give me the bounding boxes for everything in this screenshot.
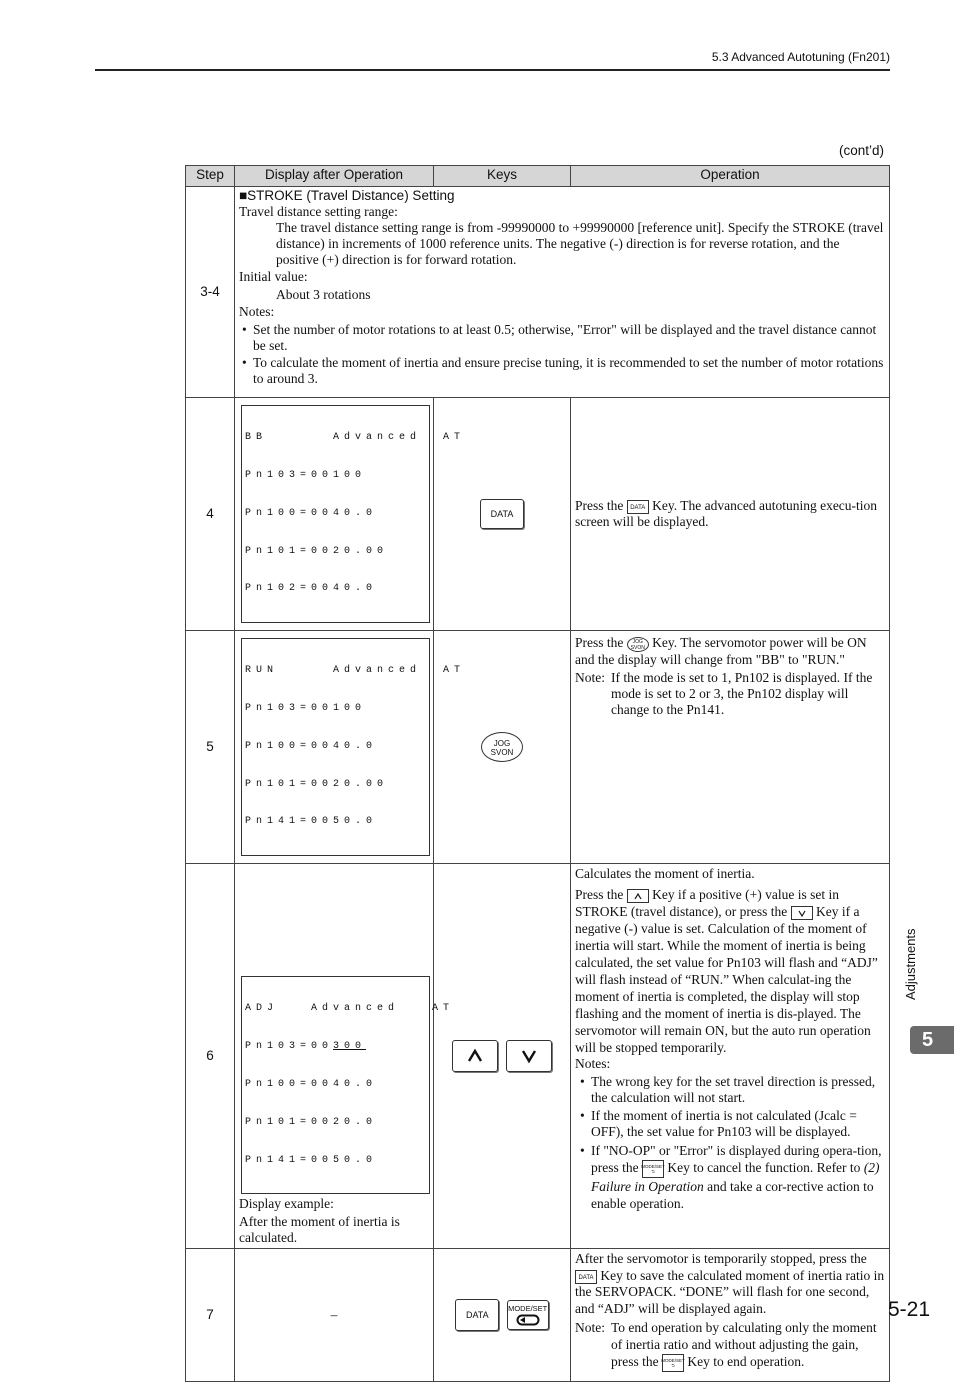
operator-lcd-display: [241, 405, 466, 623]
jog-svon-key-icon: JOG SVON: [627, 637, 649, 652]
lcd-line: Pn101=0020.00: [245, 778, 389, 790]
lcd-line: Pn103=00300: [245, 1041, 367, 1053]
note-label: Note:: [575, 1320, 605, 1336]
running-header: 5.3 Advanced Autotuning (Fn201): [711, 50, 890, 64]
continued-label: (cont’d): [838, 143, 884, 158]
header-step: Step: [186, 166, 235, 187]
op-paragraph: After the servomotor is temporarily stopped, press the DATA Key to save the calculated moment of inertia ratio in the SERVOPACK. “DONE” will flash for one second, and “ADJ” will be displayed again.: [575, 1251, 885, 1316]
table-row: [186, 1249, 890, 1382]
chapter-tab: 5: [910, 1026, 954, 1054]
display-dash: –: [330, 1307, 338, 1323]
lcd-line: RUN Advanced AT: [245, 665, 466, 677]
header-operation: Operation: [571, 166, 890, 187]
note-item: • Set the number of motor rotations to at least 0.5; otherwise, "Error" will be displayed and the travel distance cannot be set.: [239, 322, 885, 354]
mode-set-key: MODE/SET: [507, 1300, 549, 1330]
op-text: Press the: [575, 498, 624, 514]
down-key: [506, 1040, 552, 1072]
step-cell: 6: [186, 864, 235, 1249]
mode-set-key-icon: MODE/SET ⮌: [662, 1354, 684, 1372]
stroke-title: ■STROKE (Travel Distance) Setting: [239, 188, 455, 203]
lcd-line: Pn141=0050.0: [245, 816, 378, 828]
header-rule: [95, 69, 890, 71]
chapter-side-label: Adjustments: [903, 928, 918, 1000]
note-text: If the mode is set to 1, Pn102 is displayed. If the mode is set to 2 or 3, the Pn102 display will change to the Pn141.: [611, 669, 873, 717]
mode-set-key-icon: MODE/SET ⮌: [642, 1160, 664, 1178]
keys-cell: [434, 864, 571, 1249]
operation-cell: [571, 631, 890, 864]
display-cell: [235, 1249, 434, 1382]
note-item: • The wrong key for the set travel direction is pressed, the calculation will not start.: [577, 1074, 885, 1106]
stroke-setting-cell: [235, 187, 890, 398]
initial-value: About 3 rotations: [276, 287, 371, 302]
data-key: DATA: [480, 499, 524, 529]
op-text: Key. The servomotor power will be ON and the display will change from "BB" to "RUN.": [575, 635, 867, 667]
header-display: Display after Operation: [235, 166, 434, 187]
notes-label: Notes:: [575, 1056, 611, 1072]
up-key: [452, 1040, 498, 1072]
lcd-line: Pn141=0050.0: [245, 1154, 378, 1166]
data-key-icon: DATA: [627, 500, 649, 514]
lcd-line: Pn100=0040.0: [245, 507, 378, 519]
cross-reference: (2) Failure in Operation: [591, 1160, 880, 1195]
notes-label: Notes:: [239, 304, 275, 319]
note-item: • To calculate the moment of inertia and ensure precise tuning, it is recommended to set the number of motor rotations to around 3.: [239, 355, 885, 387]
operation-cell: [571, 1249, 890, 1382]
table-header-row: [186, 166, 890, 187]
initial-label: Initial value:: [239, 269, 308, 284]
display-cell: [235, 631, 466, 864]
lcd-line: Pn100=0040.0: [245, 1078, 378, 1090]
note: Note: To end operation by calculating only the moment of inertia ratio and without adjusting the gain, press the MODE/SET ⮌ Key to end operation.: [575, 1319, 885, 1372]
operation-cell: [571, 864, 890, 1249]
header-keys: Keys: [434, 166, 571, 187]
lcd-line: BB Advanced AT: [245, 432, 466, 444]
lcd-line: Pn100=0040.0: [245, 740, 378, 752]
lcd-line: Pn101=0020.0: [245, 1116, 378, 1128]
lcd-line: Pn103=00100: [245, 703, 367, 715]
op-text: Press the: [575, 635, 624, 651]
page-number: 5-21: [887, 1298, 930, 1321]
step-cell: 7: [186, 1249, 235, 1382]
key-label: SVON: [490, 747, 514, 757]
operation-cell: [571, 398, 890, 631]
operator-lcd-display: [241, 638, 466, 856]
note-item: • If "NO-OP" or "Error" is displayed during opera-tion, press the MODE/SET ⮌ Key to cancel the function. Refer to (2) Failure in Operation and take a cor-rective action to enable operation.: [577, 1142, 885, 1212]
step-cell: 3-4: [186, 187, 235, 398]
display-cell: [235, 864, 455, 1249]
op-text: Key. The advanced autotuning execu-tion screen will be displayed.: [575, 498, 878, 530]
data-key: DATA: [455, 1299, 499, 1331]
down-arrow-icon: [521, 1049, 537, 1063]
lcd-line: Pn102=0040.0: [245, 583, 378, 595]
step-cell: 5: [186, 631, 235, 864]
table-row: [186, 187, 890, 398]
lcd-line: ADJ Advanced AT: [245, 1003, 455, 1015]
op-paragraph: Press the Key if a positive (+) value is set in STROKE (travel distance), or press the Key if a negative (-) value is set. Calculation of the moment of inertia will start. While the moment of inertia is being calculated, the set value for Pn103 will flash and “ADJ” will flash instead of “RUN.” When calculat-ing the moment of inertia is completed, the display will stop flashing and the moment of inertia is dis-played. The servomotor will remain ON, but the auto run operation will be stopped temporarily.: [575, 887, 878, 1056]
keys-cell: [434, 1249, 571, 1382]
jog-svon-key: [481, 732, 523, 762]
display-cell: [235, 398, 466, 631]
display-caption: After the moment of inertia is calculated.: [239, 1214, 400, 1246]
note: [575, 670, 885, 718]
range-text: The travel distance setting range is from -99990000 to +99990000 [reference unit]. Specify the STROKE (travel distance) in increments of 1000 reference units. The negative (-) direction is for reverse rotation, and the positive (+) direction is for forward rotation.: [276, 220, 884, 267]
procedure-table: [185, 165, 890, 1382]
operator-lcd-display: [241, 976, 455, 1194]
lcd-line: Pn101=0020.00: [245, 545, 389, 557]
up-key-icon: [627, 889, 649, 903]
range-label: Travel distance setting range:: [239, 204, 398, 219]
step-cell: 4: [186, 398, 235, 631]
op-intro: Calculates the moment of inertia.: [575, 866, 755, 882]
key-label: JOG: [493, 738, 511, 748]
up-arrow-icon: [467, 1049, 483, 1063]
data-key-icon: DATA: [575, 1270, 597, 1284]
display-example-label: Display example:: [239, 1196, 334, 1212]
table-row: [186, 631, 890, 864]
table-row: [186, 398, 890, 631]
note-item: • If the moment of inertia is not calculated (Jcalc = OFF), the set value for Pn103 will be displayed.: [577, 1108, 885, 1140]
lcd-line: Pn103=00100: [245, 469, 367, 481]
note-label: Note:: [575, 669, 605, 685]
down-key-icon: [791, 906, 813, 920]
table-row: [186, 864, 890, 1249]
mode-set-arrow-icon: [516, 1314, 540, 1326]
